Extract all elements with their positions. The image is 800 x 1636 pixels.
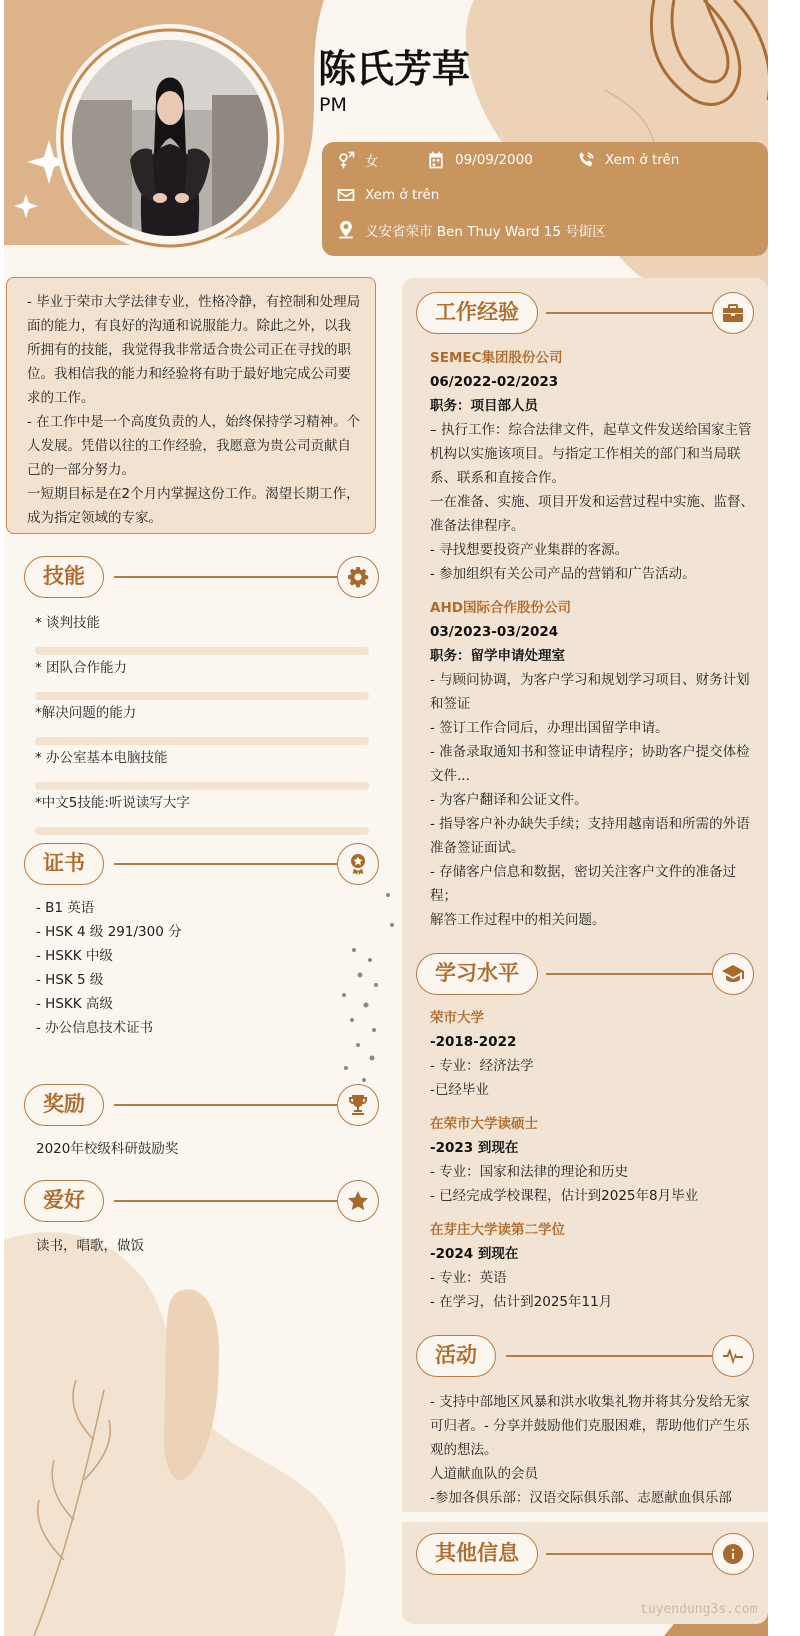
section-title-certificates: 证书 [24,843,104,885]
gear-icon [346,565,370,589]
resume-page [4,0,768,1636]
job-line: - 指导客户补办缺失手续；支持用越南语和所需的外语准备签证面试。 [430,816,750,856]
education-period: -2024 到现在 [430,1246,519,1262]
awards-text [36,1137,178,1161]
list-item: - HSKK 中级 [36,948,113,964]
pulse-icon [721,1344,745,1368]
award-item: 2020年校级科研鼓励奖 [36,1141,179,1157]
info-icon [721,1542,745,1566]
skill-label: *中文5技能:听说读写大字 [35,795,190,811]
gender-icon [336,150,356,170]
star-icon [346,1189,370,1213]
job-line: - 参加组织有关公司产品的营销和广告活动。 [430,566,696,582]
education-entry [430,1006,756,1102]
phone-value: Xem ở trên [605,152,680,168]
section-title-education: 学习水平 [416,953,538,995]
activity-line: -参加各俱乐部：汉语交际俱乐部、志愿献血俱乐部 [430,1490,732,1506]
list-item: - B1 英语 [36,900,95,916]
skill-label: * 办公室基本电脑技能 [35,750,168,766]
job-company: AHD国际合作股份公司 [430,600,571,616]
contact-box [322,142,768,256]
education-period: -2018-2022 [430,1034,517,1050]
briefcase-icon [721,301,745,325]
watermark: tuyendung3s.com [640,1602,758,1617]
envelope-icon [336,185,356,205]
skill-bar [35,737,369,745]
education-school: 在芽庄大学读第二学位 [430,1222,565,1238]
job-line: - 签订工作合同后，办理出国留学申请。 [430,720,669,736]
education-school: 荣市大学 [430,1010,484,1026]
skill-item [35,791,369,835]
education-line: - 已经完成学校课程，估计到2025年8月毕业 [430,1188,699,1204]
gender-value: 女 [365,154,379,170]
activity-line: 人道献血队的会员 [430,1466,538,1482]
skill-bar [35,647,369,655]
education-school: 在荣市大学读硕士 [430,1116,538,1132]
skill-label: *解决问题的能力 [35,705,137,721]
hobby-item: 读书，唱歌，做饭 [36,1238,144,1254]
education-line: - 专业：经济法学 [430,1058,534,1074]
hobbies-section-header [24,1180,379,1222]
job-position: 职务：留学申请处理室 [430,648,565,664]
summary-paragraph: 一短期目标是在2个月内掌握这份工作。渴望长期工作，成为指定领域的专家。 [27,486,360,526]
section-title-activities: 活动 [416,1335,496,1377]
calendar-icon [426,150,446,170]
contact-birthday [426,150,533,170]
section-title-other: 其他信息 [416,1533,538,1575]
job-entry [430,346,756,586]
job-line: - 寻找想要投资产业集群的客源。 [430,542,629,558]
job-line: - 准备录取通知书和签证申请程序；协助客户提交体检文件... [430,744,750,784]
education-line: -已经毕业 [430,1082,489,1098]
education-entry [430,1112,756,1208]
candidate-name: 陈氏芳草 [318,47,471,91]
birthday-value: 09/09/2000 [455,152,533,168]
list-item: - HSKK 高级 [36,996,113,1012]
job-line: - 与顾问协调，为客户学习和规划学习项目、财务计划和签证 [430,672,750,712]
activities-list [430,1390,756,1510]
skill-item [35,701,369,745]
list-item: - HSK 5 级 [36,972,104,988]
contact-gender [336,150,379,170]
panel-divider [402,1512,768,1522]
skill-bar [35,827,369,835]
awards-section-header [24,1084,379,1126]
contact-phone[interactable] [576,150,679,170]
job-period: 06/2022-02/2023 [430,374,559,390]
contact-address [336,220,606,240]
education-period: -2023 到现在 [430,1140,519,1156]
job-company: SEMEC集团股份公司 [430,350,563,366]
skill-label: * 团队合作能力 [35,660,128,676]
job-line: 一在准备、实施、项目开发和运营过程中实施、监督、准备法律程序。 [430,494,754,534]
section-title-experience: 工作经验 [416,292,538,334]
location-pin-icon [336,220,356,240]
education-line: - 在学习，估计到2025年11月 [430,1294,613,1310]
job-period: 03/2023-03/2024 [430,624,559,640]
section-title-hobbies: 爱好 [24,1180,104,1222]
hobbies-text [36,1234,144,1258]
section-title-skills: 技能 [24,556,104,598]
education-line: - 专业：英语 [430,1270,507,1286]
experience-section-header [416,292,754,334]
education-line: - 专业：国家和法律的理论和历史 [430,1164,629,1180]
job-entry [430,596,756,932]
education-section-header [416,953,754,995]
skills-section-header [24,556,379,598]
job-line: - 存储客户信息和数据，密切关注客户文件的准备过程； [430,864,737,904]
list-item: - 办公信息技术证书 [36,1020,154,1036]
email-value: Xem ở trên [365,187,440,203]
certificates-list [36,896,182,1040]
skill-bar [35,782,369,790]
job-position: 职务：项目部人员 [430,398,538,414]
skill-item [35,746,369,790]
certificates-section-header [24,843,379,885]
candidate-role: PM [319,94,347,116]
avatar [72,40,268,236]
skill-item [35,611,369,655]
other-info-section-header [416,1533,754,1575]
address-value: 义安省荣市 Ben Thuy Ward 15 号街区 [365,224,606,240]
job-line: 解答工作过程中的相关问题。 [430,912,606,928]
phone-icon [576,150,596,170]
summary-box [6,277,376,534]
medal-icon [346,852,370,876]
job-line: – 执行工作：综合法律文件，起草文件发送给国家主管机构以实施该项目。与指定工作相关的部门和当局联系、联系和直接合作。 [430,422,752,486]
list-item: - HSK 4 级 291/300 分 [36,924,182,940]
trophy-icon [346,1093,370,1117]
skill-bar [35,692,369,700]
contact-email[interactable] [336,185,439,205]
summary-paragraph: - 毕业于荣市大学法律专业，性格冷静，有控制和处理局面的能力，有良好的沟通和说服能力。除此之外，以我所拥有的技能，我觉得我非常适合贵公司正在寻找的职位。我相信我的能力和经验将有助于最好地完成公司要求的工作。 [27,294,361,406]
section-title-awards: 奖励 [24,1084,104,1126]
summary-paragraph: - 在工作中是一个高度负责的人，始终保持学习精神。个人发展。凭借以往的工作经验，我愿意为贵公司贡献自己的一部分努力。 [27,414,361,478]
skill-label: * 谈判技能 [35,615,101,631]
activities-section-header [416,1335,754,1377]
activity-line: - 支持中部地区风暴和洪水收集礼物并将其分发给无家可归者。- 分享并鼓励他们克服困难，帮助他们产生乐观的想法。 [430,1394,750,1458]
education-entry [430,1218,756,1314]
job-line: - 为客户翻译和公证文件。 [430,792,588,808]
skill-item [35,656,369,700]
graduation-cap-icon [721,962,745,986]
